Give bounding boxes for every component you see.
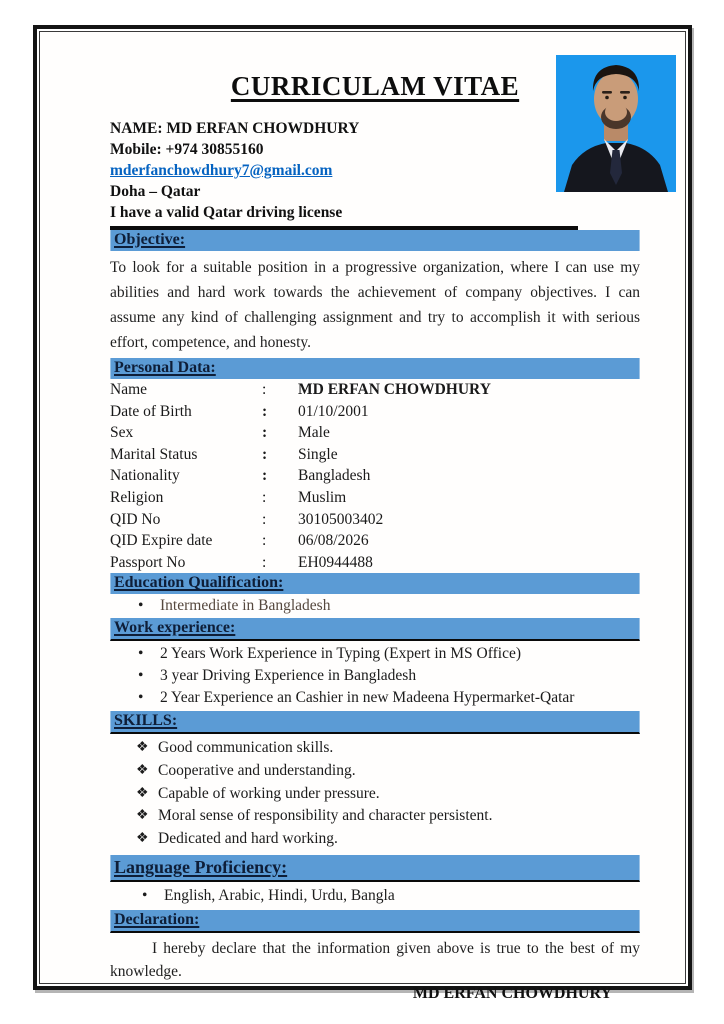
list-item bbox=[110, 643, 640, 665]
section-heading-label: Education Qualification: bbox=[114, 574, 284, 592]
row-label: QID No bbox=[110, 510, 161, 528]
list-item-text: Capable of working under pressure. bbox=[158, 784, 380, 802]
section-heading-education bbox=[110, 573, 640, 594]
work-experience-list bbox=[110, 643, 640, 709]
row-colon: : bbox=[262, 402, 268, 420]
list-item bbox=[110, 760, 640, 783]
row-value: MD ERFAN CHOWDHURY bbox=[298, 381, 491, 398]
row-value: 30105003402 bbox=[298, 510, 384, 528]
row-label: Marital Status bbox=[110, 445, 198, 463]
list-item-text: Intermediate in Bangladesh bbox=[160, 597, 331, 615]
list-item-text: Moral sense of responsibility and character persistent. bbox=[158, 807, 493, 825]
section-heading-language-proficiency bbox=[110, 855, 640, 882]
section-heading-label: Work experience: bbox=[114, 619, 236, 637]
row-colon: : bbox=[262, 510, 267, 528]
row-label: QID Expire date bbox=[110, 532, 213, 550]
row-value: Male bbox=[298, 424, 330, 442]
email-link[interactable]: mderfanchowdhury7@gmail.com bbox=[110, 162, 333, 179]
section-heading-label: Personal Data: bbox=[114, 359, 216, 376]
list-item-text: English, Arabic, Hindi, Urdu, Bangla bbox=[164, 887, 395, 905]
diamond-bullet-icon: ❖ bbox=[136, 785, 149, 801]
signature-name: MD ERFAN CHOWDHURY bbox=[412, 985, 612, 1003]
list-item bbox=[110, 884, 640, 908]
row-label: Name bbox=[110, 381, 148, 398]
list-item-text: Cooperative and understanding. bbox=[158, 761, 356, 779]
bullet-icon: • bbox=[138, 597, 144, 615]
diamond-bullet-icon: ❖ bbox=[136, 830, 149, 846]
list-item bbox=[110, 687, 640, 709]
declaration-text: I hereby declare that the information given above is true to the best of my knowledge. bbox=[110, 940, 640, 981]
list-item bbox=[110, 737, 640, 760]
list-item-text: 2 Years Work Experience in Typing (Expert in MS Office) bbox=[160, 645, 521, 663]
list-item bbox=[110, 595, 640, 617]
row-colon: : bbox=[262, 553, 267, 571]
list-item-text: Good communication skills. bbox=[158, 739, 334, 757]
contact-mobile: Mobile: +974 30855160 bbox=[110, 141, 264, 158]
row-label: Religion bbox=[110, 488, 164, 506]
table-row bbox=[110, 509, 640, 531]
row-colon: : bbox=[262, 488, 267, 506]
profile-photo bbox=[556, 55, 676, 192]
list-item bbox=[110, 783, 640, 806]
personal-data-table bbox=[110, 379, 640, 573]
contact-license: I have a valid Qatar driving license bbox=[110, 204, 343, 221]
list-item bbox=[110, 665, 640, 687]
table-row bbox=[110, 401, 640, 423]
row-label: Passport No bbox=[110, 553, 186, 571]
section-heading-work-experience bbox=[110, 618, 640, 641]
section-heading-label: SKILLS: bbox=[114, 712, 178, 730]
objective-text: To look for a suitable position in a progressive organization, where I can use my abilities and hard work towards the achievement of company objectives. I can assume any kind of challenging assignment and try to accomplish it with serious effort, competence, and honesty. bbox=[110, 259, 640, 351]
section-heading-personal-data bbox=[110, 358, 640, 379]
list-item-text: Dedicated and hard working. bbox=[158, 829, 338, 847]
row-colon: : bbox=[262, 445, 268, 463]
section-heading-skills bbox=[110, 711, 640, 734]
language-list bbox=[110, 884, 640, 908]
table-row bbox=[110, 465, 640, 487]
row-value: Muslim bbox=[298, 488, 347, 506]
bullet-icon: • bbox=[138, 645, 144, 663]
table-row bbox=[110, 422, 640, 444]
cv-page-frame bbox=[33, 25, 692, 1003]
bullet-icon: • bbox=[138, 689, 144, 707]
page-title: CURRICULAM VITAE bbox=[230, 71, 520, 101]
list-item bbox=[110, 828, 640, 851]
section-heading-label: Objective: bbox=[114, 231, 186, 248]
diamond-bullet-icon: ❖ bbox=[136, 762, 149, 778]
diamond-bullet-icon: ❖ bbox=[136, 808, 149, 824]
row-value: EH0944488 bbox=[298, 553, 373, 571]
diamond-bullet-icon: ❖ bbox=[136, 740, 149, 756]
row-label: Nationality bbox=[110, 467, 180, 485]
contact-location: Doha – Qatar bbox=[110, 183, 201, 200]
contact-name: NAME: MD ERFAN CHOWDHURY bbox=[110, 120, 360, 137]
section-heading-objective bbox=[110, 230, 640, 251]
table-row bbox=[110, 552, 640, 574]
row-value: Single bbox=[298, 445, 338, 463]
list-item bbox=[110, 805, 640, 828]
education-list bbox=[110, 595, 640, 617]
table-row bbox=[110, 487, 640, 509]
row-value: Bangladesh bbox=[298, 467, 371, 485]
row-label: Sex bbox=[110, 424, 134, 442]
bullet-icon: • bbox=[138, 667, 144, 685]
row-label: Date of Birth bbox=[110, 402, 192, 420]
section-heading-declaration bbox=[110, 910, 640, 933]
skills-list bbox=[110, 737, 640, 850]
table-row bbox=[110, 444, 640, 466]
row-colon: : bbox=[262, 532, 267, 550]
table-row bbox=[110, 530, 640, 552]
row-colon: : bbox=[262, 424, 268, 442]
profile-photo-illustration bbox=[556, 55, 676, 192]
bullet-icon: • bbox=[142, 887, 148, 905]
row-colon: : bbox=[262, 467, 268, 485]
table-row bbox=[110, 379, 640, 401]
row-value: 06/08/2026 bbox=[298, 532, 369, 550]
row-colon: : bbox=[262, 381, 267, 398]
section-heading-label: Language Proficiency: bbox=[114, 857, 288, 878]
section-heading-label: Declaration: bbox=[114, 911, 200, 929]
row-value: 01/10/2001 bbox=[298, 402, 369, 420]
list-item-text: 3 year Driving Experience in Bangladesh bbox=[160, 667, 417, 685]
list-item-text: 2 Year Experience an Cashier in new Madeena Hypermarket-Qatar bbox=[160, 689, 575, 707]
